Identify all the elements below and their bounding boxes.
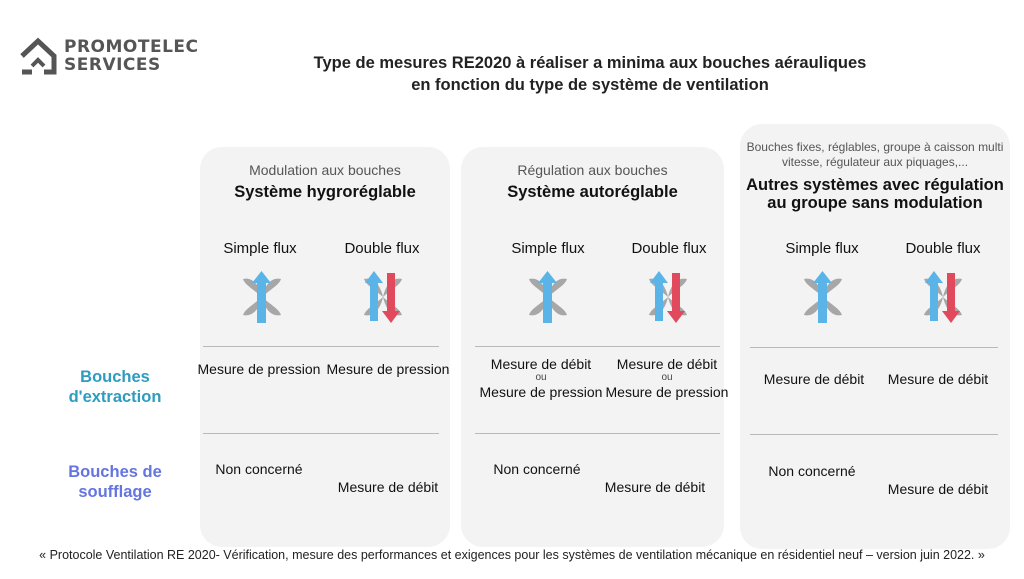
column-heading: Système autoréglable [507, 183, 678, 201]
column-subtitle: Bouches fixes, réglables, groupe à caisson multi vitesse, régulateur aux piquages,... [746, 140, 1004, 169]
brand-name: PROMOTELEC SERVICES [64, 37, 199, 75]
double-flux-fan-icon [918, 267, 968, 327]
soufflage-double-cell: Mesure de débit [604, 479, 706, 495]
soufflage-double-cell: Mesure de débit [337, 479, 439, 495]
column-subtitle: Modulation aux bouches [249, 162, 401, 178]
simple-flux-fan-icon [523, 267, 573, 327]
double-flux-label: Double flux [631, 240, 707, 257]
extraction-simple-cell: Mesure de pression [197, 361, 321, 377]
divider [750, 434, 998, 435]
divider [475, 433, 720, 434]
double-flux-label: Double flux [344, 240, 420, 257]
column-heading: Autres systèmes avec régulation au groupe sans modulation [746, 176, 1004, 212]
extraction-double-cell: Mesure de pression [326, 361, 450, 377]
divider [203, 433, 439, 434]
divider [203, 346, 439, 347]
double-flux-fan-icon [358, 267, 408, 327]
row-label-soufflage: Bouches de soufflage [68, 463, 162, 501]
house-icon [18, 36, 58, 76]
column-heading: Système hygroréglable [234, 183, 416, 201]
extraction-simple-cell: Mesure de débit ou Mesure de pression [479, 356, 603, 400]
soufflage-simple-cell: Non concerné [768, 463, 856, 479]
soufflage-double-cell: Mesure de débit [887, 481, 989, 497]
footer-reference: « Protocole Ventilation RE 2020- Vérification, mesure des performances et exigences pour les systèmes de ventilation mécanique en résidentiel neuf – version juin 2022. » [39, 548, 985, 562]
extraction-double-cell: Mesure de débit [887, 371, 989, 387]
simple-flux-label: Simple flux [785, 240, 859, 257]
simple-flux-label: Simple flux [223, 240, 297, 257]
simple-flux-label: Simple flux [511, 240, 585, 257]
divider [475, 346, 720, 347]
column-card-autres-systemes [740, 124, 1010, 549]
extraction-simple-cell: Mesure de débit [763, 371, 865, 387]
double-flux-label: Double flux [905, 240, 981, 257]
column-card-autoreglable [461, 147, 729, 547]
extraction-double-cell: Mesure de débit ou Mesure de pression [605, 356, 729, 400]
soufflage-simple-cell: Non concerné [215, 461, 303, 477]
simple-flux-fan-icon [798, 267, 848, 327]
simple-flux-fan-icon [237, 267, 287, 327]
column-subtitle: Régulation aux bouches [517, 162, 668, 178]
divider [750, 347, 998, 348]
page-title: Type de mesures RE2020 à réaliser a minima aux bouches aérauliques en fonction du type de système de ventilation [313, 54, 867, 94]
column-card-hygroreglable [197, 147, 450, 547]
row-label-extraction: Bouches d'extraction [68, 368, 162, 406]
brand-logo [18, 36, 199, 76]
double-flux-fan-icon [643, 267, 693, 327]
soufflage-simple-cell: Non concerné [493, 461, 581, 477]
